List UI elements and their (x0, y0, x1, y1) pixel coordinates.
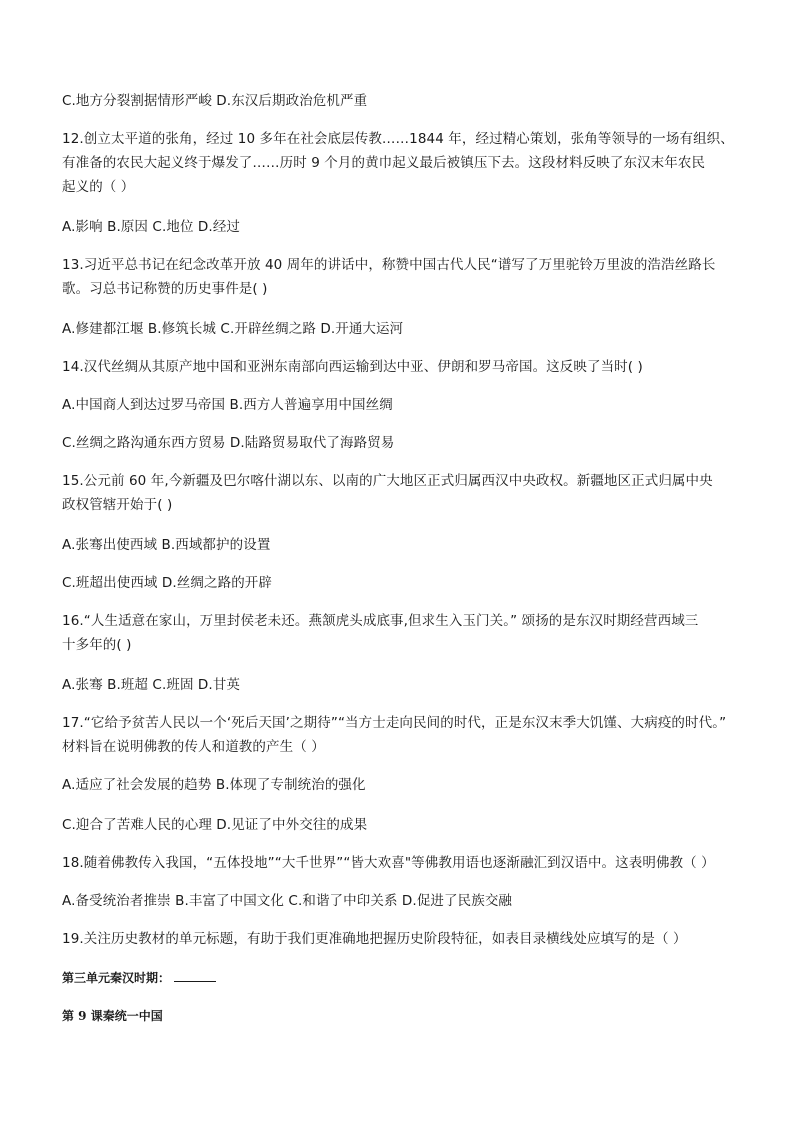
q15-stem-line2: 政权管辖开始于( ) (62, 497, 173, 513)
q18-stem: 18.随着佛教传入我国，“五体投地”“大千世界”“皆大欢喜"等佛教用语也逐渐融汇到汉语中。这表明佛教（ ） (62, 855, 715, 871)
q14-stem: 14.汉代丝绸从其原产地中国和亚洲东南部向西运输到达中亚、伊朗和罗马帝国。这反映了当时( ) (62, 359, 643, 375)
q14-options-line2: C.丝绸之路沟通东西方贸易 D.陆路贸易取代了海路贸易 (62, 435, 395, 451)
q12-stem-line2: 有准备的农民大起义终于爆发了……历时 9 个月的黄巾起义最后被镇压下去。这段材料反映了东汉末年农民 (62, 155, 706, 171)
q12-stem-line3: 起义的（ ） (62, 179, 135, 195)
q13-stem-line2: 歌。习总书记称赞的历史事件是( ) (62, 281, 268, 297)
q14-options-line1: A.中国商人到达过罗马帝国 B.西方人普遍享用中国丝绸 (62, 397, 393, 413)
q15-options-line1: A.张骞出使西域 B.西域都护的设置 (62, 537, 271, 553)
q17-stem-line1: 17.“它给予贫苦人民以一个‘死后天国’之期待”“当方士走向民间的时代，正是东汉末季大饥馑、大病疫的时代。” (62, 715, 727, 731)
q13-stem-line1: 13.习近平总书记在纪念改革开放 40 周年的讲话中，称赞中国古代人民“谱写了万里驼铃万里波的浩浩丝路长 (62, 257, 716, 273)
answer-blank (174, 969, 216, 982)
q16-stem-line2: 十多年的( ) (62, 637, 132, 653)
q13-options: A.修建都江堰 B.修筑长城 C.开辟丝绸之路 D.开通大运河 (62, 321, 404, 337)
q12-options: A.影响 B.原因 C.地位 D.经过 (62, 219, 241, 235)
q15-stem-line1: 15.公元前 60 年,今新疆及巴尔喀什湖以东、以南的广大地区正式归属西汉中央政权。新疆地区正式归属中央 (62, 473, 713, 489)
toc-lesson-line: 第 9 课秦统一中国 (62, 1009, 163, 1023)
q18-options: A.备受统治者推崇 B.丰富了中国文化 C.和谐了中印关系 D.促进了民族交融 (62, 893, 513, 909)
q15-options-line2: C.班超出使西域 D.丝绸之路的开辟 (62, 575, 272, 591)
q17-stem-line2: 材料旨在说明佛教的传人和道教的产生（ ） (62, 739, 325, 755)
q17-options-line1: A.适应了社会发展的趋势 B.体现了专制统治的强化 (62, 777, 366, 793)
q16-options: A.张骞 B.班超 C.班固 D.甘英 (62, 677, 241, 693)
toc-unit-line (62, 969, 216, 987)
q11-options-line2: C.地方分裂割据情形严峻 D.东汉后期政治危机严重 (62, 93, 368, 109)
q17-options-line2: C.迎合了苦难人民的心理 D.见证了中外交往的成果 (62, 817, 368, 833)
toc-unit-title: 第三单元秦汉时期： (62, 971, 171, 985)
q12-stem-line1: 12.创立太平道的张角，经过 10 多年在社会底层传教……1844 年，经过精心策划，张角等领导的一场有组织、 (62, 131, 734, 147)
q16-stem-line1: 16.“人生适意在家山，万里封侯老未还。燕颔虎头成底事,但求生入玉门关。” 颂扬的是东汉时期经营西域三 (62, 613, 699, 629)
q19-stem: 19.关注历史教材的单元标题，有助于我们更准确地把握历史阶段特征，如表目录横线处应填写的是（ ） (62, 931, 687, 947)
